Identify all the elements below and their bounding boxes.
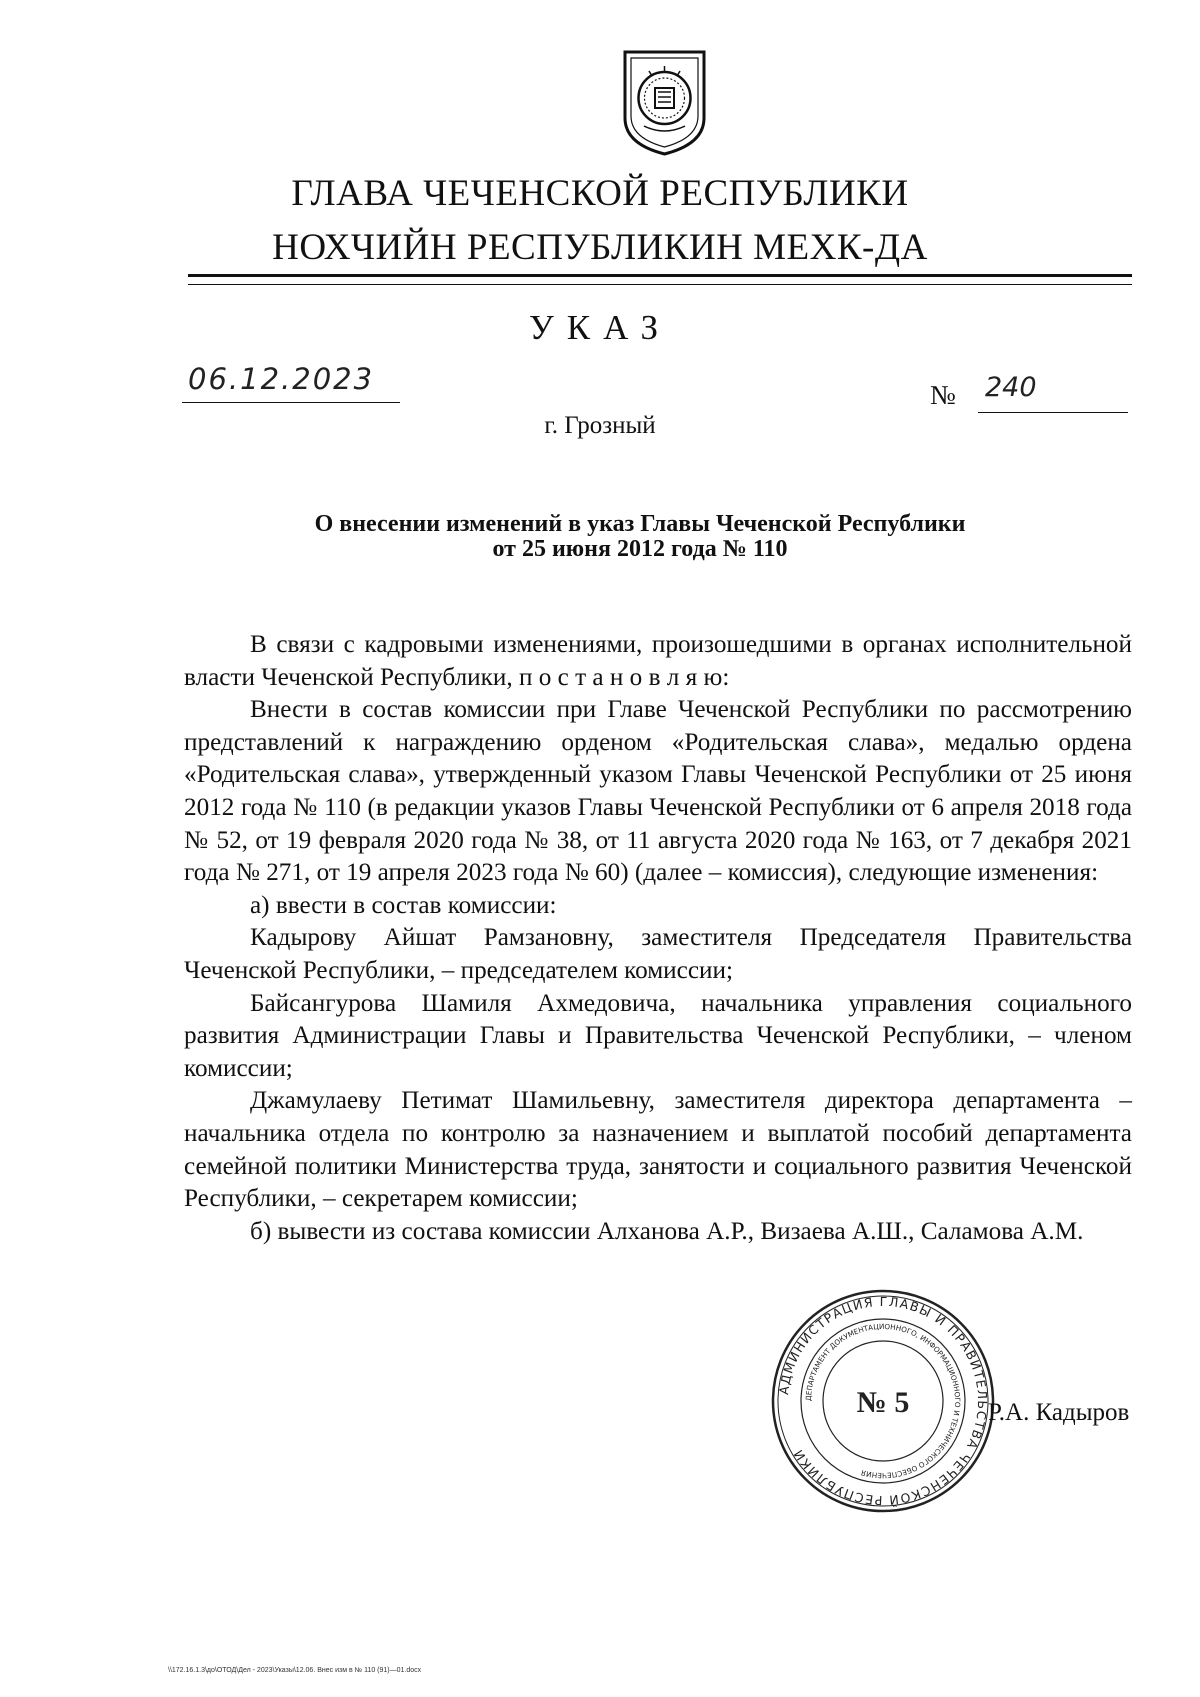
paragraph-decree: Внести в состав комиссии при Главе Чеченской Республики по рассмотрению представлений к награждению орденом «Родительская слава», медалью ордена «Родительская слава», утвержденный указом Главы Чеченской Республики от 25 июня 2012 года № 110 (в редакции указов Главы Чеченской Республики от 6 апреля 2018 года № 52, от 19 февраля 2020 года № 38, от 11 августа 2020 года № 163, от 7 декабря 2021 года № 271, от 19 апреля 2023 года № 60) (далее – комиссия), следующие изменения: xyxy=(184,696,1132,887)
header-title-chechen: НОХЧИЙН РЕСПУБЛИКИН МЕХК-ДА xyxy=(272,227,928,268)
paragraph-preamble: В связи с кадровыми изменениями, произошедшими в органах исполнительной власти Чеченской Республики, п о с т а н о в л я ю: xyxy=(184,631,1132,691)
stamp-outer-text: АДМИНИСТРАЦИЯ ГЛАВЫ И ПРАВИТЕЛЬСТВА ЧЕЧЕНСКОЙ РЕСПУБЛИКИ xyxy=(776,1293,991,1509)
number-value: 240 xyxy=(985,372,1037,403)
paragraph-add-heading: а) ввести в состав комиссии: xyxy=(250,891,557,919)
paragraph-member-2: Байсангурова Шамиля Ахмедовича, начальника управления социального развития Администрации Главы и Правительства Чеченской Республики, – членом комиссии; xyxy=(184,989,1132,1082)
number-sign: № xyxy=(930,380,956,410)
coat-of-arms-icon xyxy=(619,48,710,157)
stamp-inner-text: ДЕПАРТАМЕНТ ДОКУМЕНТАЦИОННОГО, ИНФОРМАЦИОННОГО И ТЕХНИЧЕСКОГО ОБЕСПЕЧЕНИЯ xyxy=(803,1321,963,1481)
header-divider-thin xyxy=(188,284,1132,285)
file-path-footer: \\172.16.1.3\до\ОТОД\Дел - 2023\Указы\12.06. Внес изм в № 110 (91)—01.docx xyxy=(168,1667,422,1674)
header-title-russian: ГЛАВА ЧЕЧЕНСКОЙ РЕСПУБЛИКИ xyxy=(291,173,909,214)
paragraph-remove: б) вывести из состава комиссии Алханова А.Р., Визаева А.Ш., Саламова А.М. xyxy=(250,1217,1084,1245)
date-underline xyxy=(182,402,400,403)
header-divider-thick xyxy=(188,274,1132,277)
document-type: УКАЗ xyxy=(528,308,672,347)
city: г. Грозный xyxy=(544,412,656,439)
paragraph-member-1: Кадырову Айшат Рамзановну, заместителя Председателя Правительства Чеченской Республики, – председателем комиссии; xyxy=(184,924,1132,984)
stamp-number: № 5 xyxy=(856,1386,910,1419)
title-line-2: от 25 июня 2012 года № 110 xyxy=(492,536,788,562)
title-line-1: О внесении изменений в указ Главы Чеченской Республики xyxy=(314,511,966,537)
document-body xyxy=(184,629,1132,1248)
paragraph-member-3: Джамулаеву Петимат Шамильевну, заместителя директора департамента – начальника отдела по контролю за назначением и выплатой пособий департамента семейной политики Министерства труда, занятости и социального развития Чеченской Республики, – секретарем комиссии; xyxy=(184,1087,1132,1213)
official-stamp xyxy=(768,1286,998,1516)
document-date: 06.12.2023 xyxy=(188,362,375,396)
signatory-name: Р.А. Кадыров xyxy=(988,1399,1130,1426)
document-title xyxy=(170,512,1110,562)
